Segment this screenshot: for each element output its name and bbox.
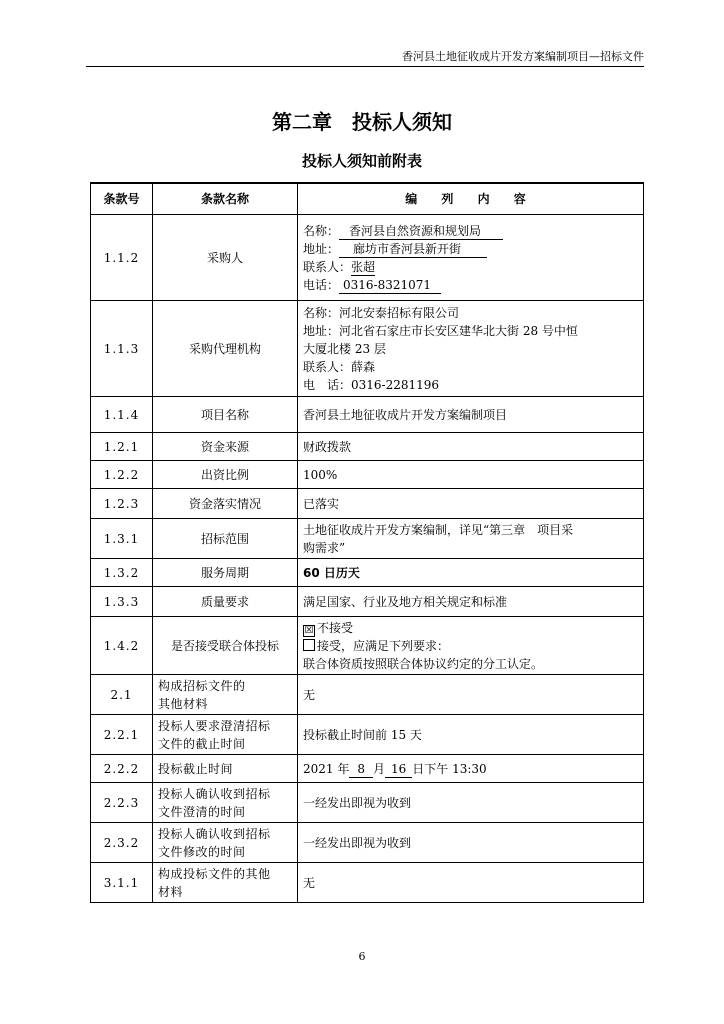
agency-address-line1: 地址：河北省石家庄市长安区建华北大街 28 号中恒 [303, 323, 578, 338]
clause-name: 项目名称 [153, 397, 298, 433]
clause-name-line: 构成投标文件的其他 [158, 866, 271, 881]
buyer-contact-value: 张超 [351, 259, 376, 274]
clause-content: 无 [298, 863, 644, 903]
chapter-title: 第二章 投标人须知 [272, 110, 452, 134]
clause-name-line: 投标人确认收到招标 [158, 826, 271, 841]
clause-number: 1.2.2 [91, 461, 153, 489]
clause-name-line: 构成招标文件的 [158, 678, 246, 693]
clause-number: 1.2.3 [91, 489, 153, 519]
buyer-info [298, 215, 644, 301]
clause-number: 1.1.3 [91, 301, 153, 397]
table-row [91, 215, 644, 301]
clause-name: 资金来源 [153, 433, 298, 461]
deadline-rest: 日下午 13:30 [412, 761, 487, 776]
page-header: 香河县土地征收成片开发方案编制项目—招标文件 [402, 50, 644, 63]
clause-name: 出资比例 [153, 461, 298, 489]
clause-number: 1.4.2 [91, 617, 153, 675]
clause-content: 一经发出即视为收到 [298, 783, 644, 823]
buyer-address-label: 地址： [303, 241, 340, 256]
consortium-options [298, 617, 644, 675]
clause-number: 2.2.1 [91, 715, 153, 755]
table-row [91, 587, 644, 617]
clause-name: 资金落实情况 [153, 489, 298, 519]
table-row [91, 397, 644, 433]
table-row [91, 617, 644, 675]
bidder-instructions-table [90, 182, 644, 903]
scope-line2: 购需求” [303, 540, 346, 555]
header-clause-name: 条款名称 [153, 183, 298, 215]
clause-content: 满足国家、行业及地方相关规定和标准 [298, 587, 644, 617]
clause-number: 2.3.2 [91, 823, 153, 863]
clause-content: 香河县土地征收成片开发方案编制项目 [298, 397, 644, 433]
agency-address-line2: 大厦北楼 23 层 [303, 341, 386, 356]
option-label: 不接受 [317, 620, 354, 635]
agency-phone: 电 话：0316-2281196 [303, 377, 440, 392]
buyer-contact-label: 联系人： [303, 259, 352, 274]
clause-content: 投标截止时间前 15 天 [298, 715, 644, 755]
clause-name [153, 863, 298, 903]
clause-name: 服务周期 [153, 559, 298, 587]
clause-content: 已落实 [298, 489, 644, 519]
agency-contact: 联系人：薛森 [303, 359, 376, 374]
clause-number: 2.2.2 [91, 755, 153, 783]
checked-checkbox-icon: ☒ [304, 624, 314, 636]
clause-content: 60 日历天 [298, 559, 644, 587]
table-row [91, 489, 644, 519]
clause-name-line: 文件的截止时间 [158, 736, 246, 751]
buyer-address-value: 廊坊市香河县新开街 [339, 241, 487, 258]
clause-name: 招标范围 [153, 519, 298, 559]
clause-number: 1.3.2 [91, 559, 153, 587]
clause-number: 2.1 [91, 675, 153, 715]
clause-number: 1.3.3 [91, 587, 153, 617]
table-title: 投标人须知前附表 [301, 152, 422, 170]
page-number: 6 [358, 950, 366, 963]
buyer-phone-value: 0316-8321071 [339, 277, 441, 294]
table-row [91, 433, 644, 461]
unchecked-checkbox-icon [303, 639, 315, 651]
clause-content: 一经发出即视为收到 [298, 823, 644, 863]
clause-name-line: 材料 [158, 884, 184, 899]
header-rule [86, 66, 644, 67]
header-content: 编 列 内 容 [298, 183, 644, 215]
deadline-month-unit: 月 [373, 761, 386, 776]
deadline-value [298, 755, 644, 783]
clause-name: 投标截止时间 [153, 755, 298, 783]
table-row [91, 715, 644, 755]
buyer-phone-label: 电话： [303, 277, 340, 292]
clause-name-line: 文件澄清的时间 [158, 804, 246, 819]
deadline-year: 2021 年 [303, 761, 350, 776]
clause-name-line: 文件修改的时间 [158, 844, 246, 859]
clause-name [153, 823, 298, 863]
scope-line1: 土地征收成片开发方案编制，详见“第三章 项目采 [303, 522, 574, 537]
table-row [91, 675, 644, 715]
table-row [91, 461, 644, 489]
clause-content: 100% [298, 461, 644, 489]
clause-number: 1.1.2 [91, 215, 153, 301]
clause-name-line: 投标人确认收到招标 [158, 786, 271, 801]
table-row [91, 863, 644, 903]
clause-name: 采购代理机构 [153, 301, 298, 397]
clause-content [298, 519, 644, 559]
clause-name-line: 其他材料 [158, 696, 209, 711]
table-row [91, 823, 644, 863]
header-clause-number: 条款号 [91, 183, 153, 215]
table-row [91, 301, 644, 397]
clause-number: 2.2.3 [91, 783, 153, 823]
deadline-month: 8 [349, 761, 373, 778]
agency-name: 名称：河北安泰招标有限公司 [303, 305, 460, 320]
clause-number: 3.1.1 [91, 863, 153, 903]
table-row [91, 519, 644, 559]
clause-name: 是否接受联合体投标 [153, 617, 298, 675]
clause-name: 采购人 [153, 215, 298, 301]
table-row [91, 559, 644, 587]
clause-content: 无 [298, 675, 644, 715]
clause-name: 质量要求 [153, 587, 298, 617]
clause-name [153, 675, 298, 715]
table-row [91, 783, 644, 823]
deadline-day: 16 [385, 761, 412, 778]
clause-name [153, 715, 298, 755]
consortium-note: 联合体资质按照联合体协议约定的分工认定。 [303, 656, 544, 671]
clause-content: 财政拨款 [298, 433, 644, 461]
buyer-name-value: 香河县自然资源和规划局 [339, 223, 503, 240]
buyer-name-label: 名称： [303, 223, 340, 238]
clause-name-line: 投标人要求澄清招标 [158, 718, 271, 733]
clause-number: 1.2.1 [91, 433, 153, 461]
clause-name [153, 783, 298, 823]
clause-number: 1.3.1 [91, 519, 153, 559]
agency-info [298, 301, 644, 397]
table-row [91, 755, 644, 783]
table-header-row [91, 183, 644, 215]
clause-number: 1.1.4 [91, 397, 153, 433]
option-label: 接受，应满足下列要求： [317, 638, 450, 653]
